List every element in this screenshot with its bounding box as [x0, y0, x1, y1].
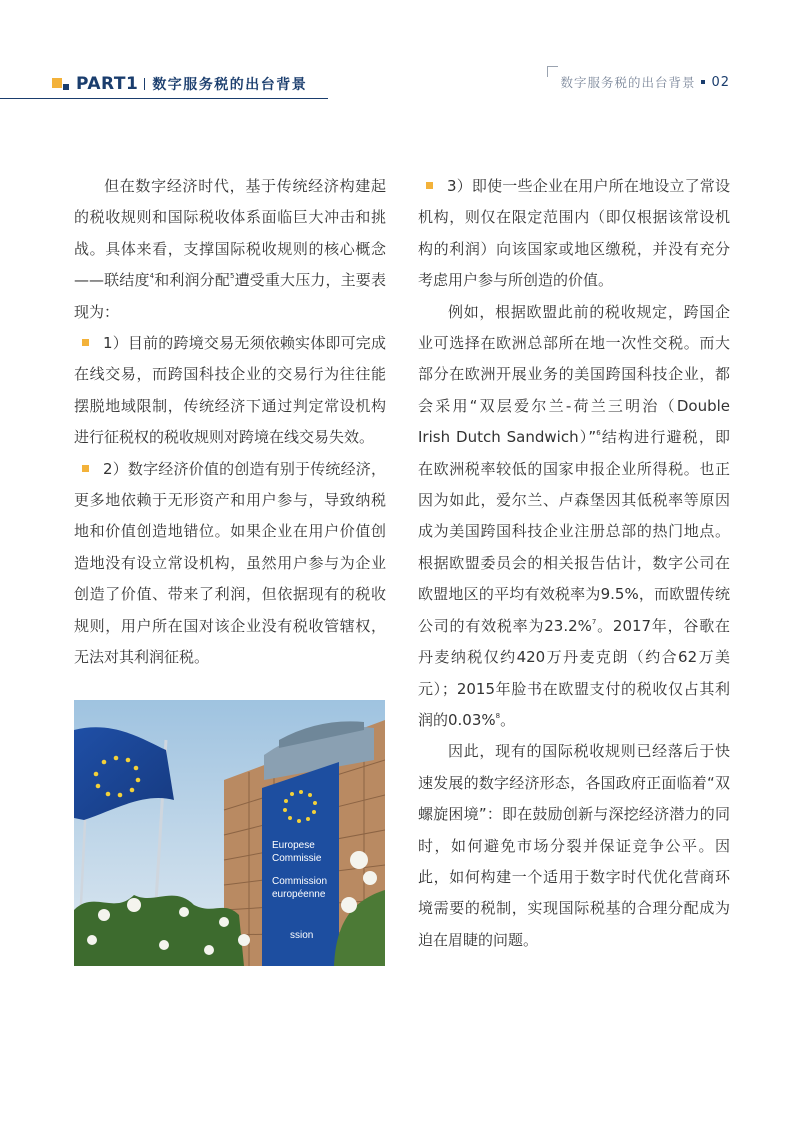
page-number: 02: [711, 74, 730, 90]
banner-text-2: Commissie: [272, 853, 322, 864]
header-rule: [0, 98, 328, 99]
footnote-ref-5: 5: [229, 272, 235, 281]
eu-commission-photo: [74, 700, 385, 966]
corner-bracket-icon: [547, 66, 558, 77]
right-column: [418, 171, 730, 956]
dot-separator-icon: [701, 80, 705, 84]
bullet-item-1: 1）目前的跨境交易无须依赖实体即可完成在线交易，而跨国科技企业的交易行为往往能摆脱地域限制，传统经济下通过判定常设机构进行征税权的税收规则对跨境在线交易失效。: [74, 334, 386, 447]
bullet-square-icon: [426, 182, 433, 189]
bullet-item-2: 2）数字经济价值的创造有别于传统经济，更多地依赖于无形资产和用户参与，导致纳税地和价值创造地错位。如果企业在用户价值创造地没有设立常设机构，虽然用户参与为企业创造了价值、带来了利润，但依据现有的税收规则，用户所在国对该企业没有税收管辖权，无法对其利润征税。: [74, 459, 386, 667]
bullet-square-icon: [82, 339, 89, 346]
logo-squares-icon: [52, 76, 70, 92]
conclusion-paragraph: 因此，现有的国际税收规则已经落后于快速发展的数字经济形态，各国政府正面临着“双螺旋困境”：即在鼓励创新与深挖经济潜力的同时，如何避免市场分裂并保证竞争公平。因此，如何构建一个适用于数字时代优化营商环境需要的税制，实现国际税基的合理分配成为迫在眉睫的问题。: [418, 742, 730, 949]
footnote-ref-6: 6: [596, 429, 601, 438]
example-paragraph: 例如，根据欧盟此前的税收规定，跨国企业可选择在欧洲总部所在地一次性交税。而大部分在欧洲开展业务的美国跨国科技企业，都会采用“双层爱尔兰-荷兰三明治（Double Irish Dutch Sandwich）”$^6$结构进行避税，即在欧洲税率较低的国家申报企业所得税。也正因为如此，爱尔兰、卢森堡因其低税率等原因成为美国跨国科技企业注册总部的热门地点。根据欧盟委员会的相关报告估计，数字公司在欧盟地区的平均有效税率为9.5%，而欧盟传统公司的有效税率为23.2%$^7$。2017年，谷歌在丹麦纳税仅约420万丹麦克朗（约合62万美元）；2015年脸书在欧盟支付的税收仅占其利润的0.03%$^8$。: [418, 302, 730, 729]
header-left: [52, 72, 307, 96]
bullet-square-icon: [82, 465, 89, 472]
footnote-ref-8: 8: [495, 711, 501, 720]
bullet-item-3: 3）即使一些企业在用户所在地设立了常设机构，则仅在限定范围内（即仅根据该常设机构的利润）向该国家或地区缴税，并没有充分考虑用户参与所创造的价值。: [418, 177, 730, 290]
header-divider: [144, 78, 145, 90]
banner-text-1: Europese: [272, 840, 315, 851]
banner-text-4: européenne: [272, 889, 326, 900]
header-right: [560, 70, 730, 94]
banner-text-5: ssion: [290, 930, 314, 941]
left-column: [74, 171, 386, 674]
footnote-ref-7: 7: [591, 617, 597, 626]
part-label: PART1: [76, 74, 139, 94]
section-title: 数字服务税的出台背景: [152, 77, 308, 93]
banner-text-3: Commission: [272, 876, 328, 887]
intro-paragraph: 但在数字经济时代，基于传统经济构建起的税收规则和国际税收体系面临巨大冲击和挑战。具体来看，支撑国际税收规则的核心概念——联结度$^4$和利润分配$^5$遭受重大压力，主要表现为：: [74, 177, 386, 321]
running-title: 数字服务税的出台背景: [560, 75, 696, 90]
footnote-ref-4: 4: [149, 272, 155, 281]
